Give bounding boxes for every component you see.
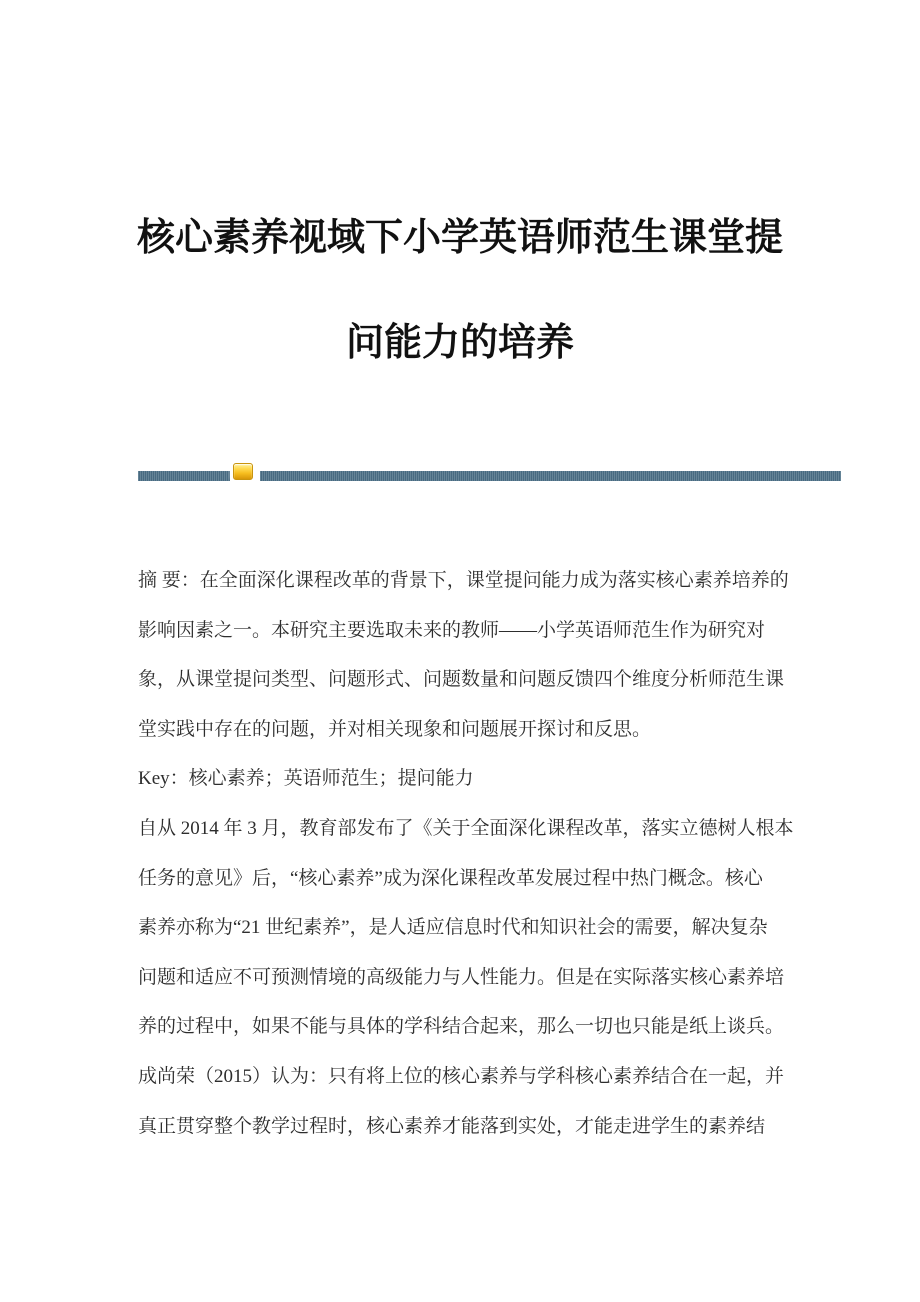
abstract-line: 影响因素之一。本研究主要选取未来的教师——小学英语师范生作为研究对 <box>138 619 766 641</box>
body-line: 自从 2014 年 3 月，教育部发布了《关于全面深化课程改革，落实立德树人根本 <box>138 817 794 839</box>
body-line: 成尚荣（2015）认为：只有将上位的核心素养与学科核心素养结合在一起，并 <box>138 1065 785 1087</box>
keywords-line: Key：核心素养；英语师范生；提问能力 <box>138 768 474 790</box>
abstract-line: 摘 要：在全面深化课程改革的背景下，课堂提问能力成为落实核心素养培养的 <box>138 570 789 591</box>
divider-bar-left <box>138 471 230 481</box>
body-line: 问题和适应不可预测情境的高级能力与人性能力。但是在实际落实核心素养培 <box>138 966 785 988</box>
document-title <box>0 186 920 396</box>
body-line: 素养亦称为“21 世纪素养”，是人适应信息时代和知识社会的需要，解决复杂 <box>138 917 768 939</box>
abstract-line: 堂实践中存在的问题，并对相关现象和问题展开探讨和反思。 <box>138 718 652 740</box>
divider-gold-seal-icon <box>233 463 253 480</box>
divider-bar-right <box>260 471 841 481</box>
document-text <box>138 556 838 1151</box>
body-line: 养的过程中，如果不能与具体的学科结合起来，那么一切也只能是纸上谈兵。 <box>138 1016 785 1038</box>
body-line: 真正贯穿整个教学过程时，核心素养才能落到实处，才能走进学生的素养结 <box>138 1115 766 1137</box>
body-line: 任务的意见》后，“核心素养”成为深化课程改革发展过程中热门概念。核心 <box>138 867 763 889</box>
title-line-1: 核心素养视域下小学英语师范生课堂提 <box>136 217 783 259</box>
section-divider <box>138 471 841 481</box>
abstract-line: 象，从课堂提问类型、问题形式、问题数量和问题反馈四个维度分析师范生课 <box>138 669 785 691</box>
title-line-2: 问能力的培养 <box>345 322 574 364</box>
